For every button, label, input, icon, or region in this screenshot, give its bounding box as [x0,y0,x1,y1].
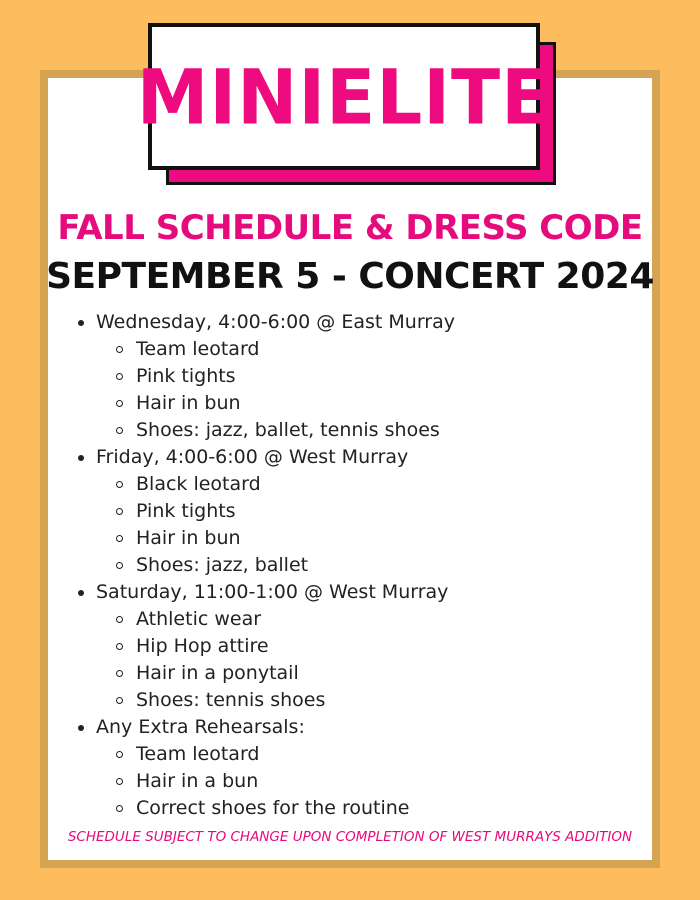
dress-item: Hip Hop attire [136,635,269,657]
circle-bullet-icon [116,751,123,758]
circle-bullet-icon [116,697,123,704]
dress-item: Hair in a ponytail [136,662,299,684]
circle-bullet-icon [116,805,123,812]
circle-bullet-icon [116,670,123,677]
dress-item: Shoes: tennis shoes [136,689,326,711]
circle-bullet-icon [116,346,123,353]
logo-text: MINIELITE [136,52,552,141]
list-item [74,309,634,336]
list-item [74,336,634,363]
dress-item: Shoes: jazz, ballet, tennis shoes [136,419,440,441]
list-item [74,687,634,714]
date-range-heading: SEPTEMBER 5 - CONCERT 2024 [46,256,654,297]
list-item [74,768,634,795]
circle-bullet-icon [116,481,123,488]
day-label: Wednesday, 4:00-6:00 @ East Murray [96,311,455,333]
circle-bullet-icon [116,778,123,785]
list-item [74,795,634,822]
dress-item: Hair in bun [136,527,241,549]
dress-item: Team leotard [136,338,260,360]
list-item [74,390,634,417]
bullet-icon [78,725,84,731]
list-item [74,363,634,390]
page-title: FALL SCHEDULE & DRESS CODE [57,208,643,248]
circle-bullet-icon [116,373,123,380]
list-item [74,417,634,444]
list-item [74,633,634,660]
list-item [74,444,634,471]
dress-item: Athletic wear [136,608,262,630]
list-item [74,498,634,525]
circle-bullet-icon [116,400,123,407]
list-item [74,552,634,579]
dress-item: Shoes: jazz, ballet [136,554,309,576]
dress-item: Hair in bun [136,392,241,414]
list-item [74,741,634,768]
circle-bullet-icon [116,427,123,434]
bullet-icon [78,320,84,326]
dress-item: Correct shoes for the routine [136,797,410,819]
list-item [74,525,634,552]
list-item [74,714,634,741]
dress-item: Hair in a bun [136,770,259,792]
dress-item: Pink tights [136,365,236,387]
list-item [74,606,634,633]
schedule-list [74,309,634,822]
circle-bullet-icon [116,562,123,569]
dress-item: Pink tights [136,500,236,522]
circle-bullet-icon [116,508,123,515]
circle-bullet-icon [116,616,123,623]
circle-bullet-icon [116,643,123,650]
list-item [74,579,634,606]
bullet-icon [78,590,84,596]
list-item [74,660,634,687]
logo [136,23,552,170]
dress-item: Black leotard [136,473,261,495]
list-item [74,471,634,498]
day-label: Saturday, 11:00-1:00 @ West Murray [96,581,449,603]
dress-item: Team leotard [136,743,260,765]
day-label: Any Extra Rehearsals: [96,716,305,738]
bullet-icon [78,455,84,461]
day-label: Friday, 4:00-6:00 @ West Murray [96,446,409,468]
circle-bullet-icon [116,535,123,542]
footer-note: SCHEDULE SUBJECT TO CHANGE UPON COMPLETION OF WEST MURRAYS ADDITION [67,829,633,845]
